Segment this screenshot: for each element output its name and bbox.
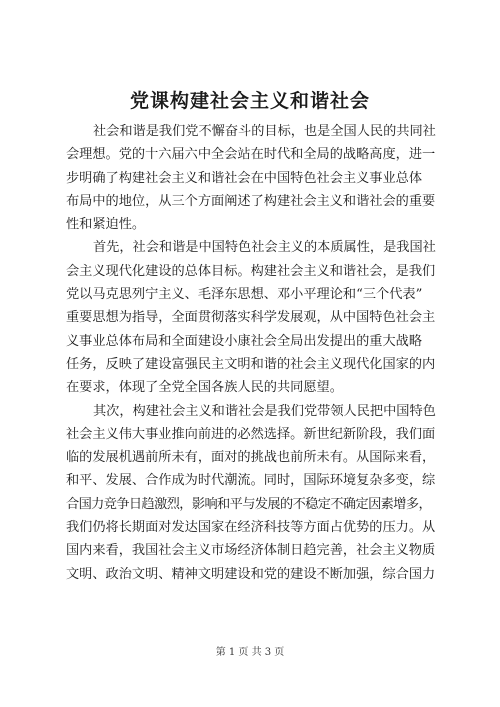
text-line: 合国力竞争日趋激烈，影响和平与发展的不稳定不确定因素增多， [66,496,432,512]
text-line: 临的发展机遇前所未有，面对的挑战也前所未有。从国际来看， [66,450,436,466]
paragraph-1 [66,120,436,236]
paragraph-2 [66,236,436,399]
text-line: 会主义现代化建设的总体目标。构建社会主义和谐社会，是我们 [66,263,436,279]
text-line: 重要思想为指导，全面贯彻落实科学发展观，从中国特色社会主 [66,310,436,326]
text-line: 我们仍将长期面对发达国家在经济科技等方面占优势的压力。从 [66,520,436,536]
document-title: 党课构建社会主义和谐社会 [129,90,370,112]
paragraph-3 [66,400,436,586]
text-line: 任务，反映了建设富强民主文明和谐的社会主义现代化国家的内 [66,356,436,372]
text-line: 在要求，体现了全党全国各族人民的共同愿望。 [66,380,343,396]
text-line: 步明确了构建社会主义和谐社会在中国特色社会主义事业总体 [66,170,423,186]
text-line: 文明、政治文明、精神文明建设和党的建设不断加强，综合国力 [66,566,436,582]
text-line: 义事业总体布局和全面建设小康社会全局出发提出的重大战略 [66,333,423,349]
text-line: 党以马克思列宁主义、毛泽东思想、邓小平理论和“三个代表” [66,287,423,303]
document-body [66,120,436,586]
text-line: 会理想。党的十六届六中全会站在时代和全局的战略高度，进一 [66,147,436,163]
text-line: 性和紧迫性。 [66,217,146,233]
text-line: 国内来看，我国社会主义市场经济体制日趋完善，社会主义物质 [66,543,436,559]
text-line: 社会主义伟大事业推向前进的必然选择。新世纪新阶段，我们面 [66,426,436,442]
text-line: 和平、发展、合作成为时代潮流。同时，国际环境复杂多变，综 [66,473,436,489]
text-line: 首先，社会和谐是中国特色社会主义的本质属性，是我国社 [93,240,436,256]
text-line: 社会和谐是我们党不懈奋斗的目标，也是全国人民的共同社 [93,124,436,139]
text-line: 其次，构建社会主义和谐社会是我们党带领人民把中国特色 [93,403,436,419]
page-footer: 第 1 页 共 3 页 [215,647,285,658]
text-line: 布局中的地位，从三个方面阐述了构建社会主义和谐社会的重要 [66,193,436,209]
